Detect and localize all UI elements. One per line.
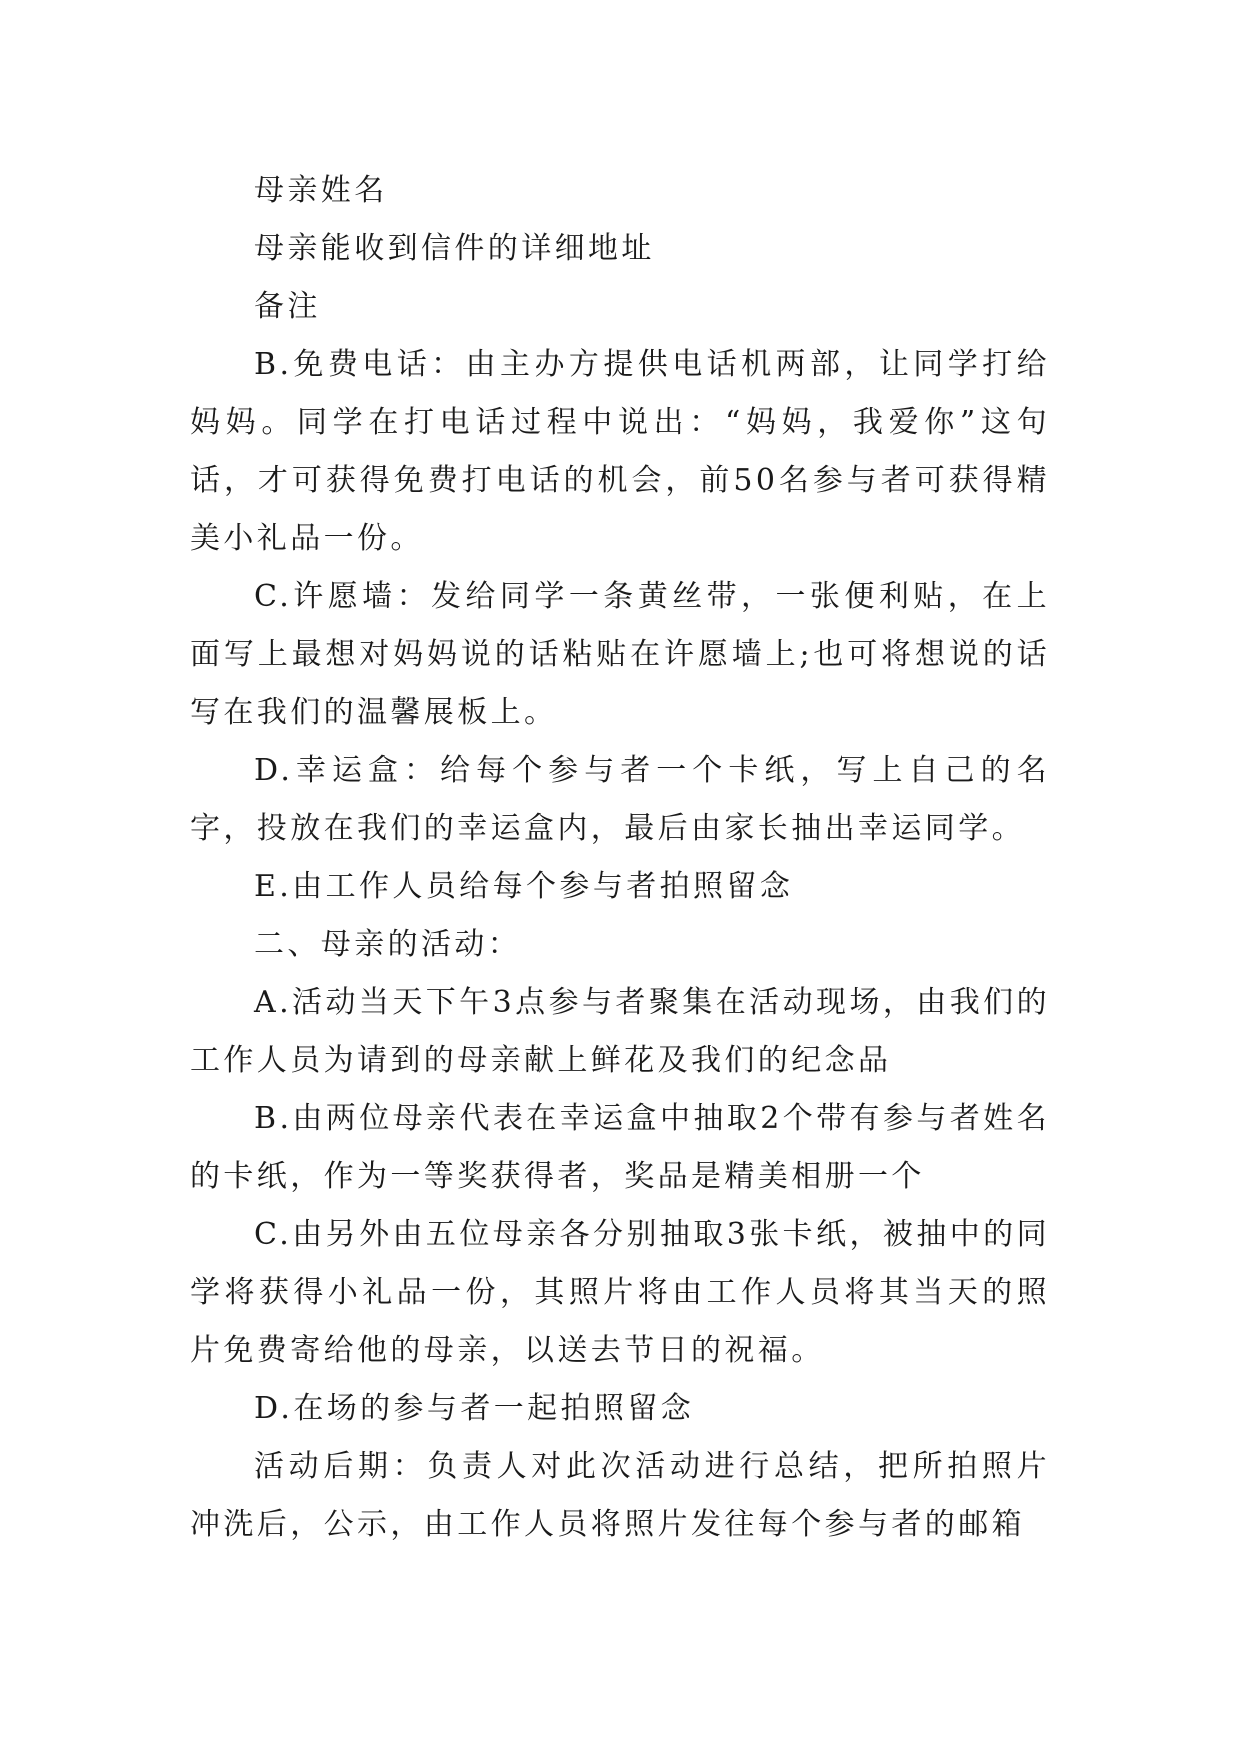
- document-body: [190, 162, 1050, 1554]
- paragraph-mother-name: 母亲姓名: [254, 173, 388, 208]
- section-heading-mother-activities: 二、母亲的活动：: [254, 927, 522, 962]
- paragraph-free-phone: B.免费电话：由主办方提供电话机两部，让同学打给妈妈。同学在打电话过程中说出：“妈妈，我爱你”这句话，才可获得免费打电话的机会，前50名参与者可获得精美小礼品一份。: [190, 347, 1050, 556]
- paragraph-activity-b: B.由两位母亲代表在幸运盒中抽取2个带有参与者姓名的卡纸，作为一等奖获得者，奖品是精美相册一个: [190, 1101, 1050, 1194]
- paragraph-mother-address: 母亲能收到信件的详细地址: [254, 231, 655, 266]
- paragraph-activity-d: D.在场的参与者一起拍照留念: [254, 1391, 695, 1426]
- paragraph-wish-wall: C.许愿墙：发给同学一条黄丝带，一张便利贴，在上面写上最想对妈妈说的话粘贴在许愿墙上;也可将想说的话写在我们的温馨展板上。: [190, 579, 1050, 730]
- paragraph-activity-c: C.由另外由五位母亲各分别抽取3张卡纸，被抽中的同学将获得小礼品一份，其照片将由工作人员将其当天的照片免费寄给他的母亲，以送去节日的祝福。: [190, 1217, 1050, 1368]
- paragraph-photo: E.由工作人员给每个参与者拍照留念: [254, 869, 794, 904]
- paragraph-lucky-box: D.幸运盒：给每个参与者一个卡纸，写上自己的名字，投放在我们的幸运盒内，最后由家长抽出幸运同学。: [190, 753, 1050, 846]
- paragraph-remarks: 备注: [254, 289, 321, 324]
- paragraph-activity-a: A.活动当天下午3点参与者聚集在活动现场，由我们的工作人员为请到的母亲献上鲜花及我们的纪念品: [190, 985, 1050, 1078]
- paragraph-post-activity: 活动后期：负责人对此次活动进行总结，把所拍照片冲洗后，公示，由工作人员将照片发往每个参与者的邮箱: [190, 1449, 1050, 1542]
